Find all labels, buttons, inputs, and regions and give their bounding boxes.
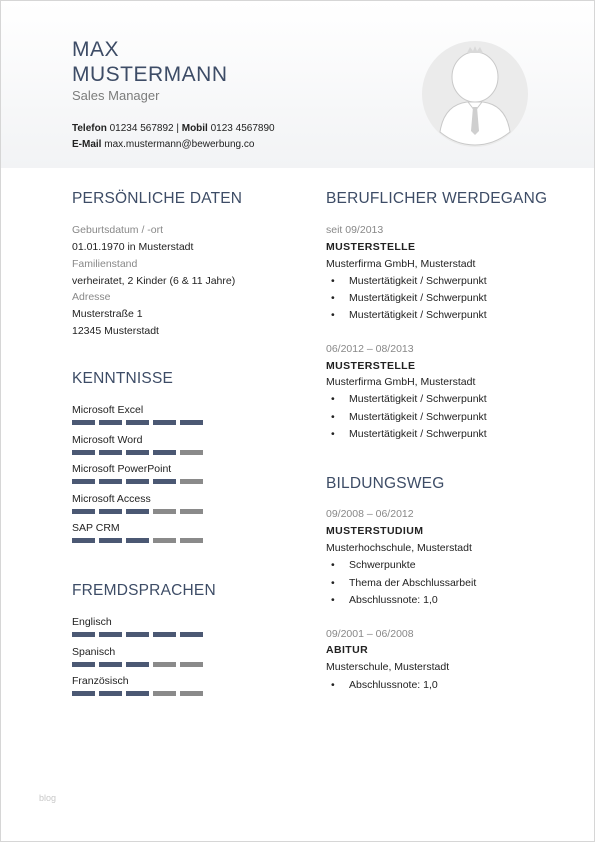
skill-rating [72,509,205,514]
phone-label: Telefon [72,123,107,134]
bullet-text: Abschlussnote: 1,0 [349,679,438,691]
skills-heading: KENNTNISSE [72,370,174,387]
bullet-dot: • [331,594,335,606]
education-1-period: 09/2008 – 06/2012 [326,508,414,520]
skill-rating [72,420,205,425]
career-2-bullet-1 [331,393,487,405]
mobile-value: 0123 4567890 [210,123,275,134]
phone-line: Telefon 01234 567892 | Mobil 0123 4567890 [72,123,275,134]
rating-segment-filled [180,632,203,637]
career-2-bullet-2 [331,411,487,423]
mobile-label: Mobil [181,123,208,134]
birth-label: Geburtsdatum / -ort [72,224,164,236]
language-name: Spanisch [72,645,116,658]
rating-segment-empty [180,691,203,696]
bullet-text: Mustertätigkeit / Schwerpunkt [349,393,487,405]
skill-name: SAP CRM [72,522,120,534]
bullet-dot: • [331,577,335,589]
education-1-bullet-1 [331,559,416,571]
education-2-degree: ABITUR [326,644,369,656]
rating-segment-filled [126,450,149,455]
bullet-dot: • [331,428,335,440]
footer-text: blog [39,793,57,803]
rating-segment-filled [99,479,122,484]
rating-segment-empty [180,479,203,484]
bullet-dot: • [331,292,335,304]
bullet-dot: • [331,393,335,405]
rating-segment-filled [153,450,176,455]
family-label: Familienstand [72,258,138,270]
language-rating [72,691,205,696]
email-label: E-Mail [72,139,102,150]
skill-name: Microsoft Excel [72,404,144,416]
rating-segment-filled [126,632,149,637]
rating-segment-filled [126,420,149,425]
rating-segment-filled [99,632,122,637]
education-1-degree: MUSTERSTUDIUM [326,525,424,537]
education-1-bullet-3 [331,594,438,606]
education-2-bullet-1 [331,679,438,691]
rating-segment-empty [153,509,176,514]
bullet-dot: • [331,679,335,691]
rating-segment-filled [126,662,149,667]
rating-segment-empty [180,509,203,514]
languages-heading: FREMDSPRACHEN [72,582,216,599]
rating-segment-empty [180,538,203,543]
bullet-text: Mustertätigkeit / Schwerpunkt [349,275,487,287]
rating-segment-filled [99,691,122,696]
email-line [72,139,254,150]
education-1-school: Musterhochschule, Musterstadt [326,542,472,554]
skill-rating [72,479,205,484]
person-silhouette-icon [422,41,528,147]
career-2-bullet-3 [331,428,487,440]
language-rating [72,632,205,637]
education-1-bullet-2 [331,577,477,589]
rating-segment-filled [72,691,95,696]
skill-name: Microsoft Word [72,433,143,446]
rating-segment-filled [126,691,149,696]
career-1-bullet-2 [331,292,487,304]
bullet-text: Abschlussnote: 1,0 [349,594,438,606]
career-1-period: seit 09/2013 [326,224,384,236]
career-2-company: Musterfirma GmbH, Musterstadt [326,376,476,388]
bullet-text: Thema der Abschlussarbeit [349,577,477,589]
address-label: Adresse [72,291,111,303]
rating-segment-filled [72,632,95,637]
last-name: MUSTERMANN [72,63,228,86]
address-line-2: 12345 Musterstadt [72,325,159,337]
skill-rating [72,538,205,543]
rating-segment-filled [99,420,122,425]
rating-segment-filled [72,509,95,514]
rating-segment-empty [180,662,203,667]
bullet-dot: • [331,275,335,287]
education-2-period: 09/2001 – 06/2008 [326,628,414,640]
education-2-school: Musterschule, Musterstadt [326,661,450,673]
career-1-bullet-3 [331,309,487,321]
language-rating [72,662,205,667]
rating-segment-filled [126,538,149,543]
email-value: max.mustermann@bewerbung.co [104,139,255,150]
address-line-1: Musterstraße 1 [72,308,143,320]
career-2-period: 06/2012 – 08/2013 [326,343,414,355]
rating-segment-filled [99,509,122,514]
rating-segment-filled [72,479,95,484]
bullet-dot: • [331,309,335,321]
bullet-text: Mustertätigkeit / Schwerpunkt [349,428,487,440]
career-1-position: MUSTERSTELLE [326,241,416,253]
rating-segment-filled [126,509,149,514]
language-name: Französisch [72,675,129,687]
career-1-bullet-1 [331,275,487,287]
skill-name: Microsoft PowerPoint [72,463,172,475]
bullet-text: Mustertätigkeit / Schwerpunkt [349,309,487,321]
skill-rating [72,450,205,455]
bullet-dot: • [331,559,335,571]
rating-segment-filled [99,538,122,543]
skill-name: Microsoft Access [72,492,151,505]
first-name: MAX [72,38,120,61]
family-value: verheiratet, 2 Kinder (6 & 11 Jahre) [72,275,236,287]
rating-segment-filled [99,662,122,667]
bullet-dot: • [331,411,335,423]
rating-segment-filled [72,450,95,455]
phone-value: 01234 567892 [109,123,174,134]
bullet-text: Schwerpunkte [349,559,416,571]
rating-segment-filled [126,479,149,484]
rating-segment-filled [72,538,95,543]
rating-segment-filled [153,420,176,425]
rating-segment-filled [99,450,122,455]
birth-value: 01.01.1970 in Musterstadt [72,241,194,253]
bullet-text: Mustertätigkeit / Schwerpunkt [349,411,487,423]
rating-segment-empty [153,662,176,667]
personal-data-heading: PERSÖNLICHE DATEN [72,190,243,207]
rating-segment-empty [153,691,176,696]
rating-segment-filled [180,420,203,425]
career-1-company: Musterfirma GmbH, Musterstadt [326,258,476,270]
rating-segment-filled [72,420,95,425]
rating-segment-filled [153,632,176,637]
rating-segment-filled [72,662,95,667]
rating-segment-empty [180,450,203,455]
job-title: Sales Manager [72,88,160,103]
education-heading: BILDUNGSWEG [326,475,445,492]
language-name: Englisch [72,616,112,628]
bullet-text: Mustertätigkeit / Schwerpunkt [349,292,487,304]
rating-segment-empty [153,538,176,543]
career-2-position: MUSTERSTELLE [326,360,416,372]
career-heading: BERUFLICHER WERDEGANG [326,190,548,207]
rating-segment-filled [153,479,176,484]
